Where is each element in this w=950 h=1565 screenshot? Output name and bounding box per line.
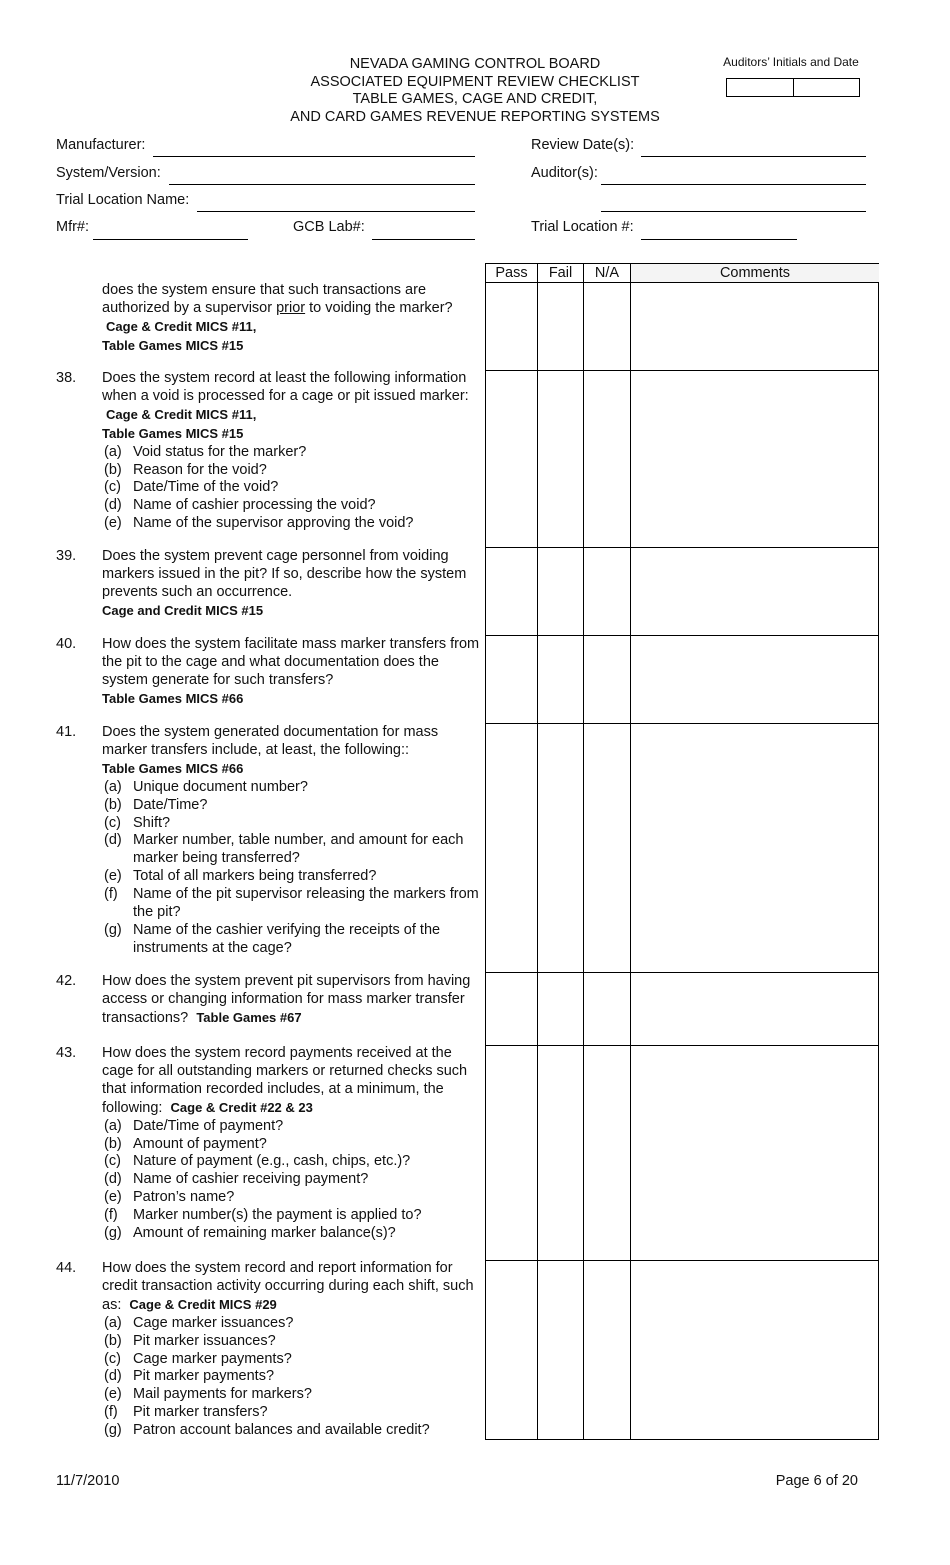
grid-divider xyxy=(583,264,584,1439)
question-text: How does the system record payments received at the cage for all outstanding markers or returned checks such that information recorded includes, at a minimum, the following: xyxy=(102,1045,468,1116)
mics-reference: Table Games MICS #15 xyxy=(102,337,244,353)
sub-item-text: Amount of remaining marker balance(s)? xyxy=(133,1225,396,1242)
sub-item xyxy=(102,779,486,797)
sub-item-text: Name of the pit supervisor releasing the markers from the pit? xyxy=(133,886,479,921)
column-header-pass: Pass xyxy=(495,265,528,281)
question-number: 44. xyxy=(56,1260,77,1276)
sub-item-text: Name of the cashier verifying the receipts of the instruments at the cage? xyxy=(133,921,441,956)
sub-item xyxy=(102,1368,486,1386)
question-43 xyxy=(56,1045,486,1243)
sub-item xyxy=(102,922,486,958)
sub-item-letter: (a) xyxy=(104,778,122,795)
question-40 xyxy=(56,636,486,709)
sub-item xyxy=(102,1351,486,1369)
sub-item-text: Pit marker issuances? xyxy=(133,1332,276,1349)
sub-item-text: Pit marker transfers? xyxy=(133,1404,268,1421)
row-divider xyxy=(486,282,878,283)
sub-item-letter: (a) xyxy=(104,1117,122,1134)
sub-item-text: Amount of payment? xyxy=(133,1135,267,1152)
sub-item xyxy=(102,479,486,497)
sub-item-text: Name of cashier receiving payment? xyxy=(133,1171,369,1188)
sub-item xyxy=(102,515,486,533)
row-divider xyxy=(486,547,878,548)
manufacturer-label: Manufacturer: xyxy=(56,137,146,153)
question-text-emphasis: prior xyxy=(276,299,306,316)
question-38 xyxy=(56,370,486,533)
sub-item xyxy=(102,1189,486,1207)
sub-item-text: Date/Time of the void? xyxy=(133,479,279,496)
sub-item-letter: (d) xyxy=(104,1171,122,1188)
header-subtitle-2: AND CARD GAMES REVENUE REPORTING SYSTEMS xyxy=(290,108,660,125)
document-header xyxy=(200,56,750,126)
sub-item xyxy=(102,797,486,815)
review-dates-field[interactable] xyxy=(641,156,866,157)
sub-item-text: Void status for the marker? xyxy=(133,443,307,460)
sub-item xyxy=(102,462,486,480)
sub-item-text: Reason for the void? xyxy=(133,461,267,478)
question-text: Does the system prevent cage personnel from voiding markers issued in the pit? If so, describe how the system prevents such an occurrence. xyxy=(102,548,467,600)
sub-item-letter: (d) xyxy=(104,1368,122,1385)
grid-divider xyxy=(630,264,631,1439)
sub-item-letter: (b) xyxy=(104,461,122,478)
sub-item-text: Nature of payment (e.g., cash, chips, etc.)? xyxy=(133,1153,411,1170)
sub-item-text: Date/Time? xyxy=(133,796,208,813)
sub-item-letter: (c) xyxy=(104,1350,121,1367)
auditors-initials-label: Auditors’ Initials and Date xyxy=(723,55,859,69)
sub-item-text: Total of all markers being transferred? xyxy=(133,868,377,885)
mics-reference: Cage and Credit MICS #15 xyxy=(102,602,264,618)
column-header-fail: Fail xyxy=(548,265,573,281)
sub-item-text: Date/Time of payment? xyxy=(133,1117,284,1134)
footer-page-number: Page 6 of 20 xyxy=(775,1473,858,1489)
grid-divider xyxy=(537,264,538,1439)
header-agency: NEVADA GAMING CONTROL BOARD xyxy=(349,56,601,72)
question-text: Does the system generated documentation for mass marker transfers include, at least, the following:: xyxy=(102,724,439,758)
trial-location-number-field[interactable] xyxy=(641,239,797,240)
sub-item-letter: (g) xyxy=(104,1422,122,1439)
column-header-na: N/A xyxy=(594,265,620,281)
sub-item-text: Marker number(s) the payment is applied to? xyxy=(133,1207,422,1224)
question-text: does the system ensure that such transactions are authorized by a supervisor xyxy=(102,282,427,316)
mics-reference: Table Games MICS #66 xyxy=(102,760,244,776)
sub-item-text: Unique document number? xyxy=(133,778,308,795)
question-text: How does the system record and report information for credit transaction activity occurring during each shift, such as: xyxy=(102,1260,474,1313)
row-divider xyxy=(486,1260,878,1261)
sub-item xyxy=(102,1386,486,1404)
sub-item-letter: (g) xyxy=(104,921,122,938)
mics-reference: Table Games MICS #66 xyxy=(102,690,244,706)
question-number: 40. xyxy=(56,636,77,652)
question-text: How does the system facilitate mass marker transfers from the pit to the cage and what documentation does the system generate for such transfers? xyxy=(102,636,480,688)
sub-item-text: Cage marker issuances? xyxy=(133,1314,294,1331)
gcb-lab-field[interactable] xyxy=(372,239,475,240)
mics-reference: Cage & Credit MICS #29 xyxy=(129,1296,277,1312)
sub-item-text: Name of the supervisor approving the void? xyxy=(133,515,414,532)
footer-date: 11/7/2010 xyxy=(56,1473,120,1489)
sub-item-text: Patron account balances and available credit? xyxy=(133,1422,430,1439)
gcb-lab-label: GCB Lab#: xyxy=(293,219,365,235)
trial-location-name-field[interactable] xyxy=(197,211,475,212)
mics-reference: Table Games #67 xyxy=(196,1009,302,1025)
sub-item xyxy=(102,1422,486,1440)
sub-item-letter: (f) xyxy=(104,886,118,903)
mfr-number-label: Mfr#: xyxy=(56,219,90,235)
mics-reference: Cage & Credit #22 & 23 xyxy=(170,1099,313,1115)
question-39 xyxy=(56,548,486,621)
question-number: 41. xyxy=(56,724,77,740)
row-divider xyxy=(486,972,878,973)
auditors-label: Auditor(s): xyxy=(531,165,598,181)
auditors-initials-box[interactable] xyxy=(726,78,860,97)
sub-item xyxy=(102,497,486,515)
question-number: 39. xyxy=(56,548,77,564)
sub-item xyxy=(102,1153,486,1171)
sub-item-text: Patron’s name? xyxy=(133,1189,235,1206)
sub-item-letter: (b) xyxy=(104,1135,122,1152)
sub-item-letter: (d) xyxy=(104,832,122,849)
sub-item xyxy=(102,886,486,922)
sub-item-letter: (d) xyxy=(104,497,122,514)
sub-item-letter: (a) xyxy=(104,443,122,460)
sub-item xyxy=(102,1118,486,1136)
auditors-field[interactable] xyxy=(601,184,866,185)
sub-item xyxy=(102,1225,486,1243)
question-text: How does the system prevent pit supervisors from having access or changing information for mass marker transfer transactions? xyxy=(102,973,471,1026)
question-number: 43. xyxy=(56,1045,77,1061)
sub-item-text: Marker number, table number, and amount for each marker being transferred? xyxy=(133,832,464,867)
extra-auditor-field[interactable] xyxy=(601,211,866,212)
sub-item xyxy=(102,1404,486,1422)
sub-item-letter: (g) xyxy=(104,1225,122,1242)
review-dates-label: Review Date(s): xyxy=(531,137,635,153)
manufacturer-field[interactable] xyxy=(153,156,475,157)
sub-item-letter: (c) xyxy=(104,1153,121,1170)
sub-item-letter: (b) xyxy=(104,1332,122,1349)
sub-item-letter: (c) xyxy=(104,479,121,496)
question-37-continued xyxy=(56,282,486,356)
sub-item xyxy=(102,832,486,868)
mics-reference: Cage & Credit MICS #11, xyxy=(106,318,257,334)
sub-item-letter: (e) xyxy=(104,868,122,885)
sub-item-letter: (e) xyxy=(104,1386,122,1403)
sub-item-text: Cage marker payments? xyxy=(133,1350,292,1367)
question-42 xyxy=(56,973,486,1028)
header-subtitle-1: TABLE GAMES, CAGE AND CREDIT, xyxy=(352,91,598,107)
question-number: 42. xyxy=(56,973,77,989)
auditors-initials-divider xyxy=(793,79,794,96)
sub-item xyxy=(102,868,486,886)
sub-item-letter: (a) xyxy=(104,1314,122,1331)
sub-item xyxy=(102,1207,486,1225)
sub-item-letter: (c) xyxy=(104,814,121,831)
sub-item-letter: (b) xyxy=(104,796,122,813)
question-44 xyxy=(56,1260,486,1440)
sub-item xyxy=(102,1136,486,1154)
question-41 xyxy=(56,724,486,958)
question-number: 38. xyxy=(56,370,77,386)
trial-location-number-label: Trial Location #: xyxy=(531,219,634,235)
response-grid xyxy=(485,263,879,1440)
sub-item-letter: (e) xyxy=(104,1189,122,1206)
system-version-field[interactable] xyxy=(169,184,475,185)
sub-item-letter: (f) xyxy=(104,1207,118,1224)
sub-item-text: Shift? xyxy=(133,814,171,831)
mics-reference: Table Games MICS #15 xyxy=(102,425,244,441)
column-header-comments: Comments xyxy=(631,264,879,282)
sub-item-text: Mail payments for markers? xyxy=(133,1386,312,1403)
sub-item xyxy=(102,1333,486,1351)
trial-location-name-label: Trial Location Name: xyxy=(56,192,190,208)
sub-item xyxy=(102,1171,486,1189)
sub-item-letter: (e) xyxy=(104,515,122,532)
system-version-label: System/Version: xyxy=(56,165,161,181)
sub-item-text: Pit marker payments? xyxy=(133,1368,275,1385)
row-divider xyxy=(486,635,878,636)
header-checklist-title: ASSOCIATED EQUIPMENT REVIEW CHECKLIST xyxy=(310,73,640,90)
row-divider xyxy=(486,370,878,371)
sub-item xyxy=(102,815,486,833)
mics-reference: Cage & Credit MICS #11, xyxy=(106,406,257,422)
sub-item xyxy=(102,1315,486,1333)
sub-item-letter: (f) xyxy=(104,1404,118,1421)
row-divider xyxy=(486,723,878,724)
mfr-number-field[interactable] xyxy=(93,239,248,240)
question-text: to voiding the marker? xyxy=(305,299,453,316)
sub-item-text: Name of cashier processing the void? xyxy=(133,497,376,514)
row-divider xyxy=(486,1045,878,1046)
question-text: Does the system record at least the following information when a void is processed for a cage or pit issued marker: xyxy=(102,370,469,404)
sub-item xyxy=(102,444,486,462)
